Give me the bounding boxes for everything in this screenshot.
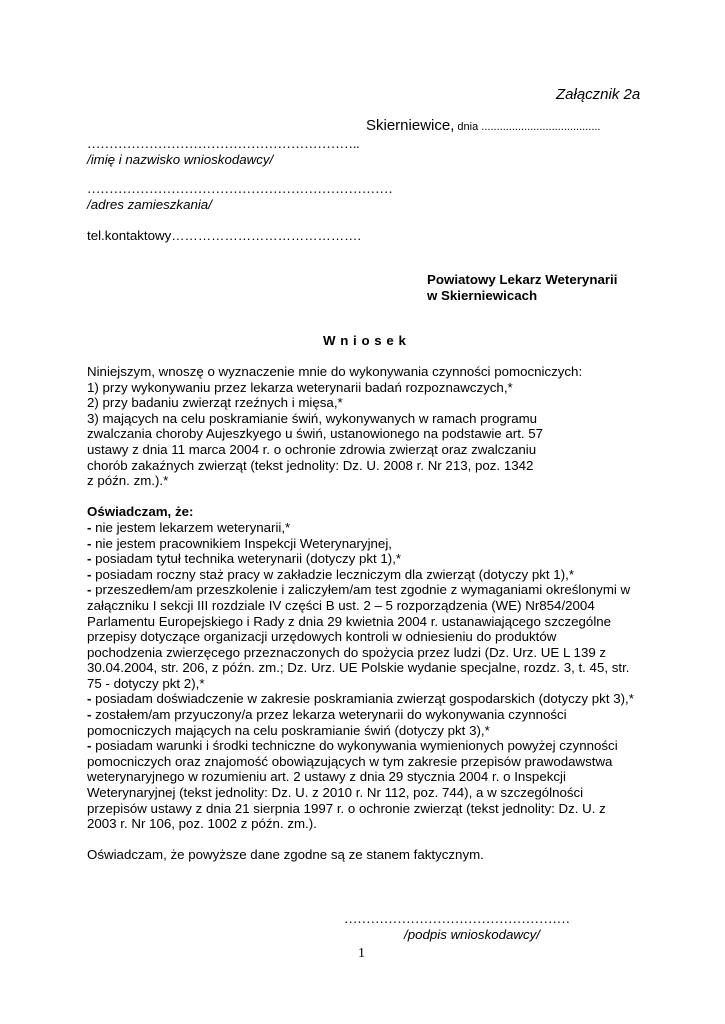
- declaration-text: posiadam tytuł technika weterynarii (dotyczy pkt 1),*: [91, 551, 402, 567]
- request-line: 1) przy wykonywaniu przez lekarza weterynarii badań rozpoznawczych,*: [87, 379, 513, 395]
- date-label: dnia: [454, 121, 482, 133]
- declaration-continuation: przepisy dotyczące organizacji urzędowych kontroli w odniesieniu do produktów: [87, 629, 557, 645]
- dash: -: [87, 535, 92, 551]
- signature-field: ……………………………………………: [344, 911, 571, 926]
- declaration-item: [87, 738, 657, 754]
- dash: -: [87, 519, 92, 535]
- signature-label: /podpis wnioskodawcy/: [404, 927, 540, 942]
- request-line: z późn. zm.).*: [87, 473, 169, 489]
- declaration-text: nie jestem pracownikiem Inspekcji Weterynaryjnej,: [91, 535, 392, 551]
- dash: -: [87, 691, 92, 707]
- request-line: Niniejszym, wnoszę o wyznaczenie mnie do wykonywania czynności pomocniczych:: [87, 364, 583, 379]
- declaration-continuation: 30.04.2004, str. 206, z późn. zm.; Dz. Urz. UE Polskie wydanie specjalne, rozdz. 3, t. 45, str.: [87, 660, 630, 676]
- phone-field: tel.kontaktowy…………………………………….: [87, 228, 362, 243]
- declaration-continuation: załączniku I sekcji III rozdziale IV części B ust. 2 – 5 rozporządzenia (WE) Nr854/2004: [87, 597, 595, 613]
- request-line: zwalczania choroby Aujeszkyego u świń, ustanowionego na podstawie art. 57: [87, 426, 544, 442]
- declaration-continuation: pochodzenia zwierzęcego przeznaczonych do spożycia przez ludzi (Dz. Urz. UE L 139 z: [87, 644, 607, 660]
- declaration-continuation: pomocniczych oraz znajomość obowiązujących w tym zakresie przepisów prawodawstwa: [87, 753, 613, 769]
- final-statement: Oświadczam, że powyższe dane zgodne są ze stanem faktycznym.: [87, 847, 484, 863]
- dash: -: [87, 551, 92, 567]
- dash: -: [87, 582, 92, 598]
- declaration-continuation: Weterynaryjnej (tekst jednolity: Dz. U. z 2010 r. Nr 112, poz. 744), a w szczególności: [87, 785, 584, 801]
- name-field: ……………………………………………………..: [87, 136, 360, 151]
- declaration-item: [87, 551, 657, 567]
- address-label: /adres zamieszkania/: [87, 197, 212, 212]
- place-date-line: [366, 118, 601, 136]
- declaration-heading: Oświadczam, że:: [87, 504, 194, 520]
- declaration-text: nie jestem lekarzem weterynarii,*: [91, 519, 291, 535]
- dash: -: [87, 566, 92, 582]
- declaration-text: przeszedłem/am przeszkolenie i zaliczyłem/am test zgodnie z wymaganiami określonymi w: [91, 582, 631, 598]
- declaration-continuation: 75 - dotyczy pkt 2),*: [87, 675, 205, 691]
- document-title: W n i o s e k: [323, 333, 407, 348]
- declaration-text: posiadam roczny staż pracy w zakładzie leczniczym dla zwierząt (dotyczy pkt 1),*: [91, 566, 574, 582]
- address-field: ……………………………………………………………: [87, 181, 393, 196]
- date-field: .......................................: [481, 121, 601, 133]
- recipient-line-1: Powiatowy Lekarz Weterynarii: [427, 272, 618, 287]
- declaration-item: [87, 691, 657, 707]
- request-line: ustawy z dnia 11 marca 2004 r. o ochronie zdrowia zwierząt oraz zwalczaniu: [87, 441, 537, 457]
- recipient-line-2: w Skierniewicach: [427, 288, 538, 303]
- name-label: /imię i nazwisko wnioskodawcy/: [87, 152, 274, 167]
- city-name: Skierniewice,: [366, 117, 455, 134]
- declaration-text: zostałem/am przyuczony/a przez lekarza weterynarii do wykonywania czynności: [91, 707, 567, 723]
- request-line: 3) mających na celu poskramianie świń, wykonywanych w ramach programu: [87, 410, 538, 426]
- dash: -: [87, 707, 92, 723]
- declaration-continuation: Parlamentu Europejskiego i Rady z dnia 29 kwietnia 2004 r. ustanawiającego szczególne: [87, 613, 612, 629]
- declaration-item: [87, 707, 657, 723]
- declaration-text: posiadam warunki i środki techniczne do wykonywania wymienionych powyżej czynności: [91, 738, 618, 754]
- declaration-item: [87, 567, 657, 583]
- attachment-label: Załącznik 2a: [556, 86, 641, 103]
- request-line: 2) przy badaniu zwierząt rzeźnych i mięsa,*: [87, 395, 343, 411]
- declaration-item: [87, 582, 657, 598]
- declaration-text: posiadam doświadczenie w zakresie poskramiania zwierząt gospodarskich (dotyczy pkt 3),*: [91, 691, 634, 707]
- declaration-item: [87, 536, 657, 552]
- declaration-continuation: 2003 r. Nr 106, poz. 1002 z późn. zm.).: [87, 816, 317, 832]
- declaration-continuation: weterynaryjnego w rozumieniu art. 2 ustawy z dnia 29 stycznia 2004 r. o Inspekcji: [87, 769, 566, 785]
- declaration-continuation: pomocniczych mających na celu poskramianie świń (dotyczy pkt 3),*: [87, 722, 490, 738]
- page-number: 1: [358, 946, 365, 961]
- declaration-item: [87, 520, 657, 536]
- declaration-continuation: przepisów ustawy z dnia 21 sierpnia 1997 r. o ochronie zwierząt (tekst jednolity: Dz. U. z: [87, 800, 606, 816]
- request-line: chorób zakaźnych zwierząt (tekst jednolity: Dz. U. 2008 r. Nr 213, poz. 1342: [87, 457, 534, 473]
- document-body: [87, 364, 657, 863]
- dash: -: [87, 738, 92, 754]
